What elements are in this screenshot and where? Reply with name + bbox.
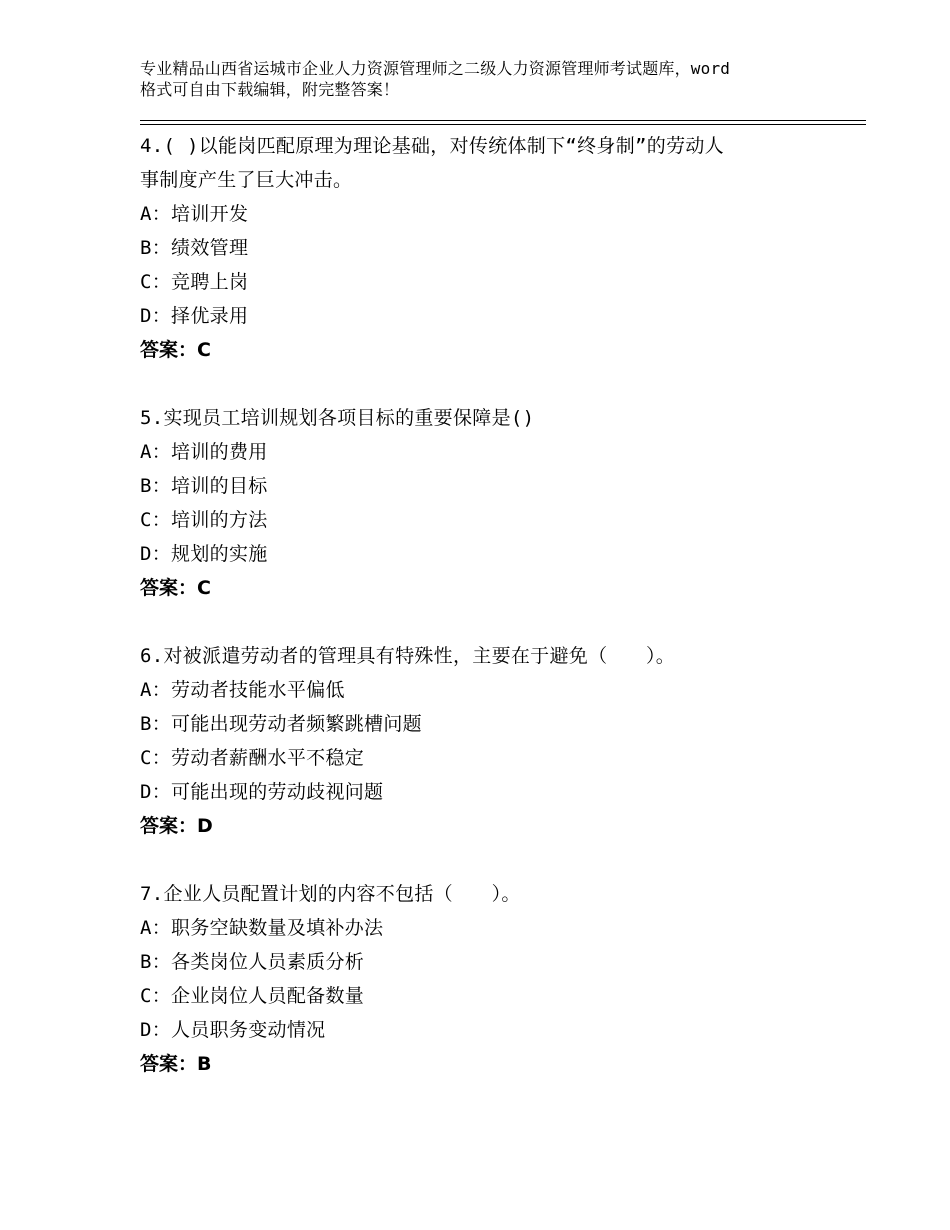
document-header	[140, 58, 830, 100]
option-b: B：绩效管理	[140, 237, 249, 259]
option-d: D：规划的实施	[140, 543, 268, 565]
option-b: B：可能出现劳动者频繁跳槽问题	[140, 713, 422, 735]
question-6	[140, 639, 860, 843]
option-d: D：可能出现的劳动歧视问题	[140, 781, 384, 803]
option-a: A：培训开发	[140, 203, 249, 225]
question-list	[140, 129, 860, 1115]
answer-line: 答案：C	[140, 577, 211, 599]
header-divider-bottom	[140, 124, 866, 125]
option-c: C：企业岗位人员配备数量	[140, 985, 365, 1007]
option-a: A：培训的费用	[140, 441, 268, 463]
option-b: B：培训的目标	[140, 475, 268, 497]
header-line-1: 专业精品山西省运城市企业人力资源管理师之二级人力资源管理师考试题库，word	[140, 59, 731, 78]
question-text-line: 5.实现员工培训规划各项目标的重要保障是()	[140, 407, 535, 429]
option-c: C：培训的方法	[140, 509, 268, 531]
question-5	[140, 401, 860, 605]
question-text-line: 6.对被派遣劳动者的管理具有特殊性，主要在于避免（ ）。	[140, 645, 676, 667]
answer-line: 答案：D	[140, 815, 213, 837]
option-d: D：人员职务变动情况	[140, 1019, 326, 1041]
option-a: A：职务空缺数量及填补办法	[140, 917, 384, 939]
option-a: A：劳动者技能水平偏低	[140, 679, 345, 701]
question-text-line: 事制度产生了巨大冲击。	[140, 169, 353, 191]
option-c: C：劳动者薪酬水平不稳定	[140, 747, 365, 769]
header-line-2: 格式可自由下载编辑，附完整答案！	[140, 80, 400, 99]
header-divider-top	[140, 120, 866, 121]
answer-line: 答案：B	[140, 1053, 212, 1075]
option-c: C：竞聘上岗	[140, 271, 249, 293]
option-b: B：各类岗位人员素质分析	[140, 951, 365, 973]
question-4	[140, 129, 860, 367]
answer-line: 答案：C	[140, 339, 211, 361]
option-d: D：择优录用	[140, 305, 249, 327]
question-text-line: 7.企业人员配置计划的内容不包括（ ）。	[140, 883, 521, 905]
question-text-line: 4.( )以能岗匹配原理为理论基础，对传统体制下“终身制”的劳动人	[140, 135, 724, 157]
question-7	[140, 877, 860, 1081]
